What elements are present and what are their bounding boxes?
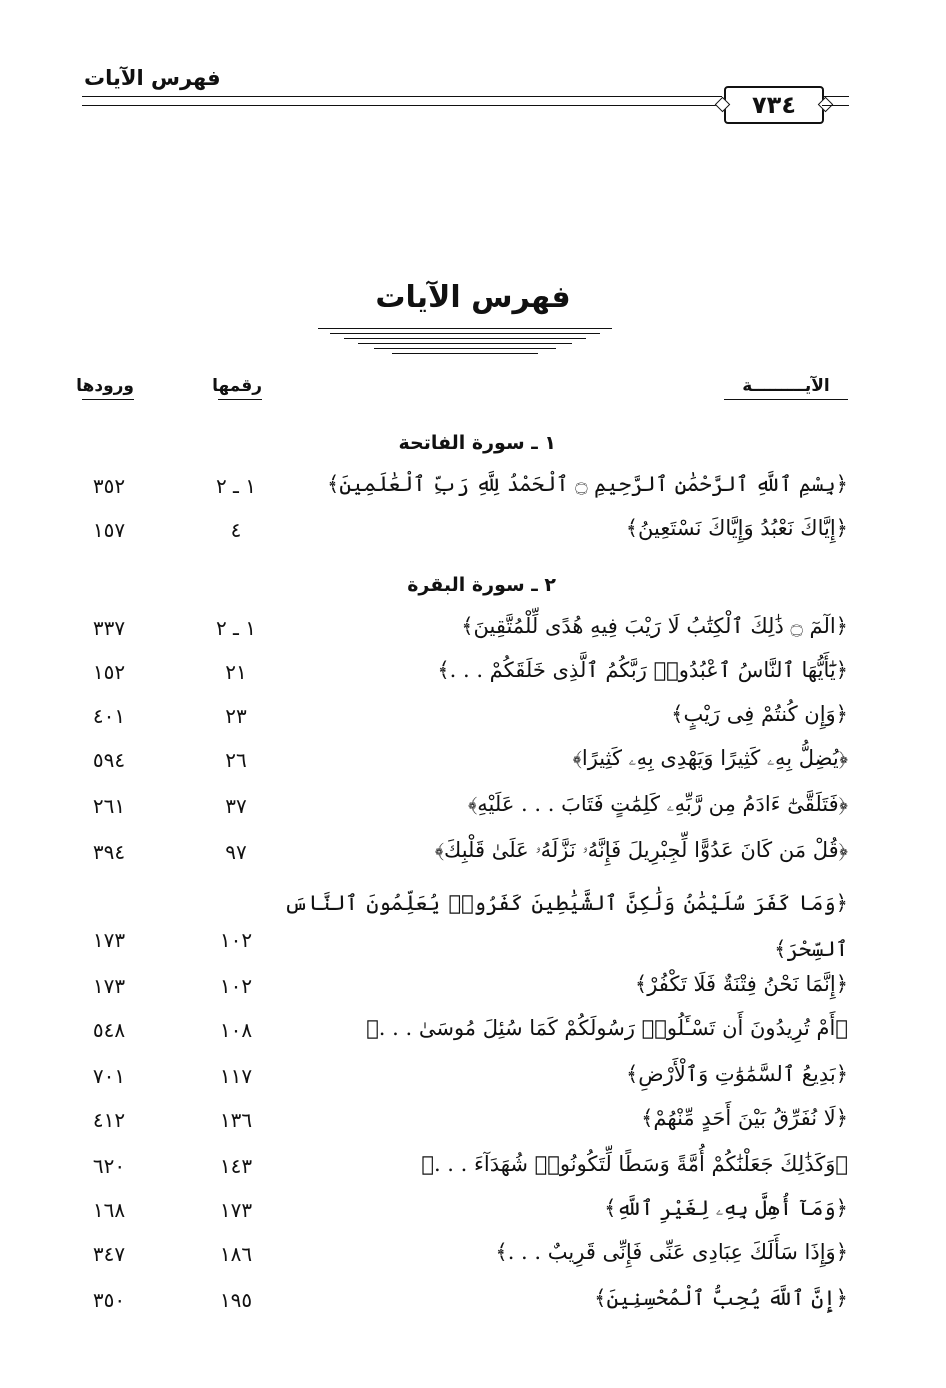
verse-number: ٩٧ — [225, 840, 247, 864]
header-rule — [82, 96, 722, 106]
index-row — [0, 516, 946, 556]
page-reference: ٦٢٠ — [92, 1154, 126, 1178]
page-reference: ٣٣٧ — [92, 616, 126, 640]
verse-number: ٢١ — [225, 660, 247, 684]
verse-text: ﴿وَمَا كَفَرَ سُلَيْمَٰنُ وَلَٰكِنَّ ٱلشَّيَٰطِينَ كَفَرُوا۟ يُعَلِّمُونَ ٱلنَّاسَ ٱلسِّحْرَ﴾ — [284, 891, 848, 961]
verse-text: ﴿بِسْمِ ٱللَّهِ ٱلرَّحْمَٰنِ ٱلرَّحِيمِ ۝ ٱلْحَمْدُ لِلَّهِ رَبِّ ٱلْعَٰلَمِينَ﴾ — [327, 472, 848, 496]
column-header-number: رقمها — [218, 376, 262, 400]
verse-text: ﴿وَإِذَا سَأَلَكَ عِبَادِى عَنِّى فَإِنِّى قَرِيبٌ . . .﴾ — [495, 1240, 848, 1264]
verse-text: ﴿وَكَذَٰلِكَ جَعَلْنَٰكُمْ أُمَّةً وَسَطًا لِّتَكُونُوا۟ شُهَدَآءَ . . .﴾ — [421, 1152, 848, 1176]
verse-text: ﴿وَمَآ أُهِلَّ بِهِۦ لِغَيْرِ ٱللَّهِ﴾ — [604, 1196, 848, 1220]
verse-text: ﴿الٓمٓ ۝ ذَٰلِكَ ٱلْكِتَٰبُ لَا رَيْبَ فِيهِ هُدًى لِّلْمُتَّقِينَ﴾ — [461, 614, 848, 638]
index-row — [0, 1106, 946, 1146]
verse-text: ﴿يَٰٓأَيُّهَا ٱلنَّاسُ ٱعْبُدُوا۟ رَبَّكُمُ ٱلَّذِى خَلَقَكُمْ . . .﴾ — [437, 658, 848, 682]
index-row — [0, 702, 946, 742]
index-row — [0, 746, 946, 786]
page-reference: ٤١٢ — [92, 1108, 126, 1132]
verse-text: ﴿وَإِن كُنتُمْ فِى رَيْبٍ﴾ — [671, 702, 848, 726]
page-reference: ١٥٢ — [92, 660, 126, 684]
page-reference: ٣٤٧ — [92, 1242, 126, 1266]
verse-text: ﴿إِنَّ ٱللَّهَ يُحِبُّ ٱلْمُحْسِنِينَ﴾ — [594, 1286, 848, 1310]
index-row — [0, 614, 946, 654]
verse-text: ﴿إِيَّاكَ نَعْبُدُ وَإِيَّاكَ نَسْتَعِينُ﴾ — [625, 516, 848, 540]
verse-number: ٢٦ — [225, 748, 247, 772]
verse-text: ﴿فَتَلَقَّىٰٓ ءَادَمُ مِن رَّبِّهِۦ كَلِمَٰتٍ فَتَابَ . . . عَلَيْهِ﴾ — [467, 792, 848, 816]
page-reference: ٣٥٠ — [92, 1288, 126, 1312]
page-reference: ٣٥٢ — [92, 474, 126, 498]
verse-number: ١٤٣ — [219, 1154, 253, 1178]
page-reference: ١٥٧ — [92, 518, 126, 542]
index-row — [0, 1286, 946, 1326]
verse-number: ١٠٨ — [219, 1018, 253, 1042]
index-row — [0, 880, 946, 970]
index-row — [0, 1240, 946, 1280]
running-title: فهرس الآيات — [84, 66, 221, 90]
verse-text: ﴿لَا نُفَرِّقُ بَيْنَ أَحَدٍ مِّنْهُمْ﴾ — [641, 1106, 848, 1130]
page-number — [724, 86, 824, 124]
index-row — [0, 972, 946, 1012]
page-reference: ٤٠١ — [92, 704, 126, 728]
page-reference: ٥٩٤ — [92, 748, 126, 772]
verse-text: ﴿إِنَّمَا نَحْنُ فِتْنَةٌ فَلَا تَكْفُرْ﴾ — [634, 972, 848, 996]
verse-text: ﴿بَدِيعُ ٱلسَّمَٰوَٰتِ وَٱلْأَرْضِ﴾ — [626, 1062, 848, 1086]
index-row — [0, 792, 946, 832]
verse-number: ١ ـ ٢ — [215, 474, 257, 498]
verse-number: ١١٧ — [219, 1064, 253, 1088]
page-title: فهرس الآيات — [375, 280, 571, 315]
index-row — [0, 472, 946, 512]
page-reference: ٣٩٤ — [92, 840, 126, 864]
verse-text: ﴿يُضِلُّ بِهِۦ كَثِيرًا وَيَهْدِى بِهِۦ كَثِيرًا﴾ — [572, 746, 848, 770]
verse-number: ٣٧ — [225, 794, 247, 818]
page-reference: ١٧٣ — [92, 974, 126, 998]
header-rule-right — [822, 96, 849, 106]
verse-number: ٤ — [230, 518, 242, 542]
index-row — [0, 1152, 946, 1192]
column-header-verse: الآيـــــــــة — [724, 376, 848, 400]
page-reference: ٥٤٨ — [92, 1018, 126, 1042]
verse-number: ١٧٣ — [219, 1198, 253, 1222]
verse-number: ١ ـ ٢ — [215, 616, 257, 640]
index-row — [0, 838, 946, 878]
verse-number: ١٩٥ — [219, 1288, 253, 1312]
verse-text: ﴿قُلْ مَن كَانَ عَدُوًّا لِّجِبْرِيلَ فَإِنَّهُۥ نَزَّلَهُۥ عَلَىٰ قَلْبِكَ﴾ — [434, 838, 848, 862]
surah-heading: ٢ ـ سورة البقرة — [407, 574, 556, 596]
verse-number: ١٠٢ — [219, 974, 253, 998]
verse-number: ١٣٦ — [219, 1108, 253, 1132]
page-reference: ١٦٨ — [92, 1198, 126, 1222]
verse-number: ١٨٦ — [219, 1242, 253, 1266]
index-row — [0, 1196, 946, 1236]
page-number-text: ٧٣٤ — [752, 91, 796, 119]
verse-text: ﴿أَمْ تُرِيدُونَ أَن تَسْـَٔلُوا۟ رَسُولَكُمْ كَمَا سُئِلَ مُوسَىٰ . . .﴾ — [366, 1016, 848, 1040]
verse-number: ٢٣ — [225, 704, 247, 728]
index-row — [0, 1016, 946, 1056]
index-row — [0, 658, 946, 698]
page-reference: ٢٦١ — [92, 794, 126, 818]
index-row — [0, 1062, 946, 1102]
page-reference: ١٧٣ — [92, 928, 126, 952]
verse-number: ١٠٢ — [219, 928, 253, 952]
surah-heading: ١ ـ سورة الفاتحة — [398, 432, 556, 454]
column-header-page: ورودها — [82, 376, 134, 400]
page-reference: ٧٠١ — [92, 1064, 126, 1088]
